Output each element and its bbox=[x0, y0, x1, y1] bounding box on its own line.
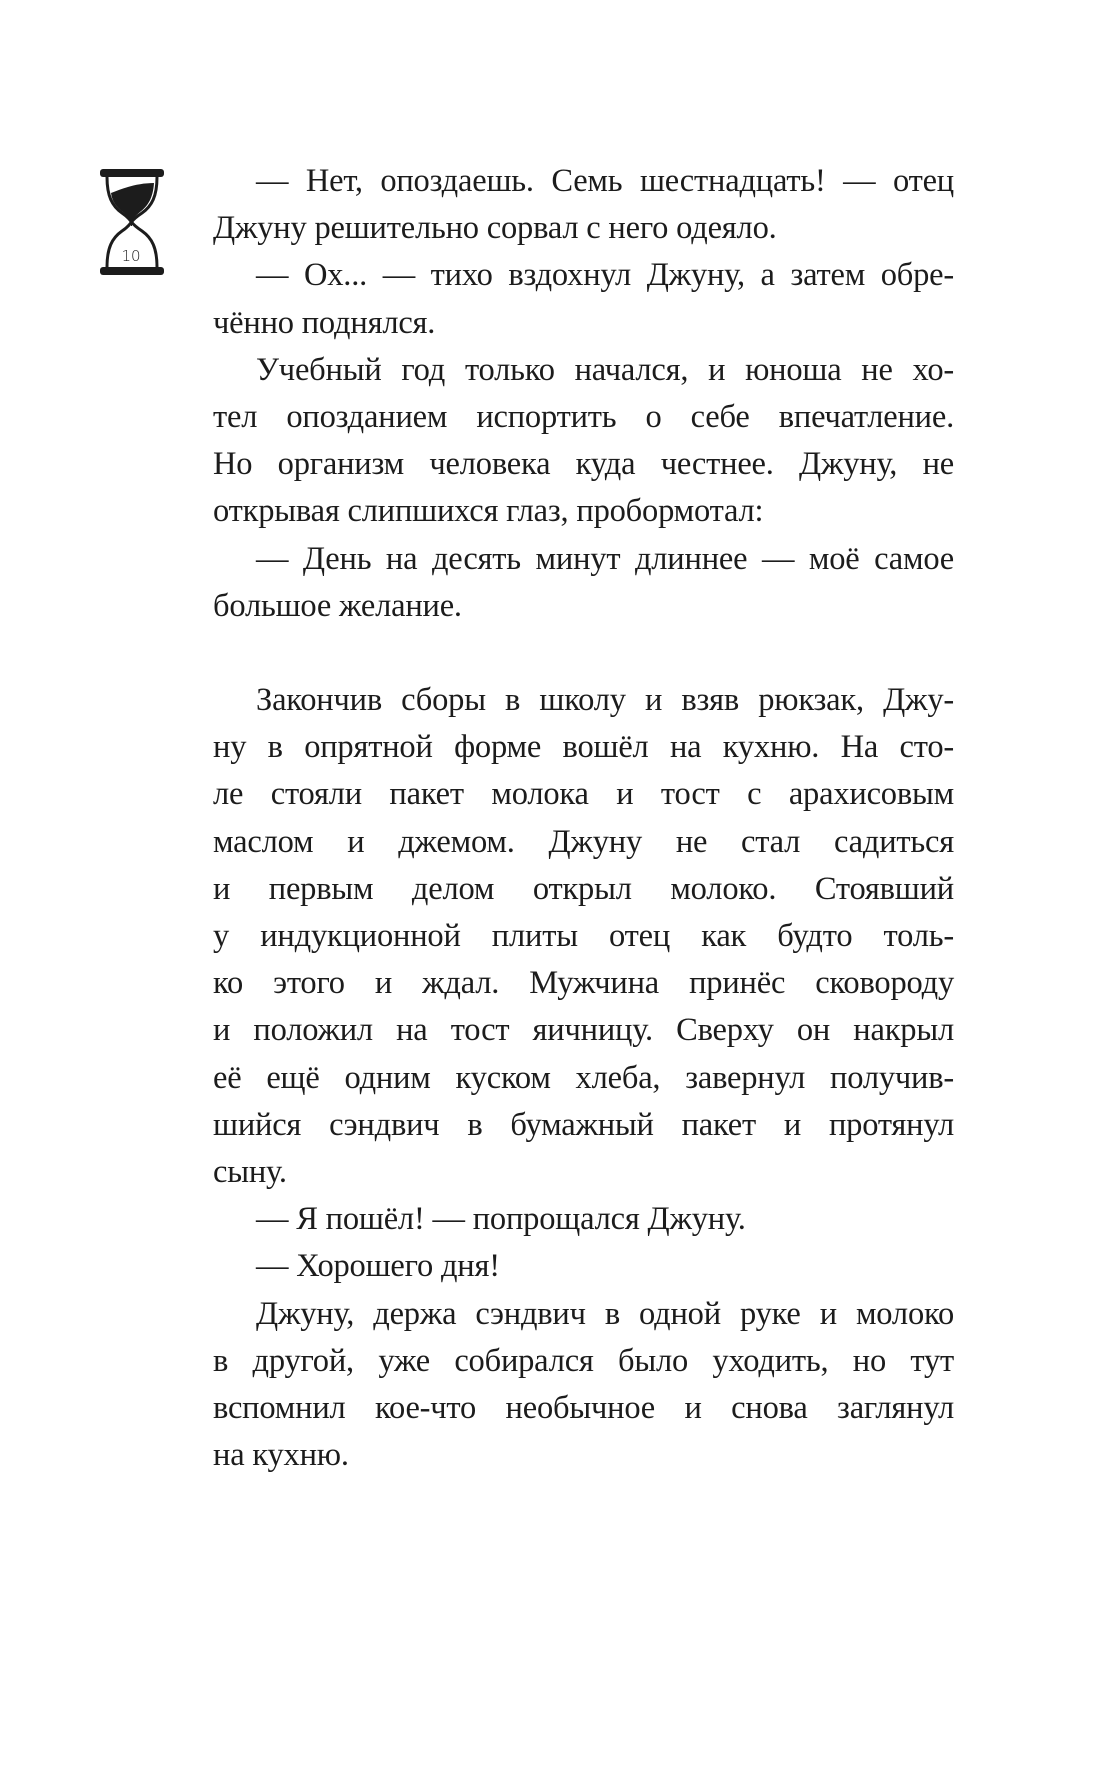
line-text: Джуну, держа сэндвич в одной руке и молоко bbox=[256, 1295, 954, 1332]
text-line bbox=[213, 1243, 954, 1290]
text-line bbox=[213, 488, 954, 535]
line-text: — Ох... — тихо вздохнул Джуну, а затем обре- bbox=[256, 257, 954, 294]
line-text: сыну. bbox=[213, 1153, 287, 1190]
text-line bbox=[213, 913, 954, 960]
line-text: и первым делом открыл молоко. Стоявший bbox=[213, 870, 954, 907]
line-text: — Нет, опоздаешь. Семь шестнадцать! — отец bbox=[256, 163, 954, 199]
text-line bbox=[213, 1196, 954, 1243]
line-text: чённо поднялся. bbox=[213, 304, 436, 341]
text-line bbox=[213, 1338, 954, 1385]
line-text: ко этого и ждал. Мужчина принёс сковороду bbox=[213, 965, 954, 1002]
line-text: ле стояли пакет молока и тост с арахисовым bbox=[213, 776, 954, 813]
text-line bbox=[213, 677, 954, 724]
hourglass-page-number-icon bbox=[98, 166, 166, 278]
hourglass-icon bbox=[98, 166, 166, 278]
line-text: большое желание. bbox=[213, 587, 462, 624]
text-line bbox=[213, 205, 954, 252]
line-text: вспомнил кое-что необычное и снова заглянул bbox=[213, 1389, 954, 1426]
scene-break bbox=[213, 630, 954, 677]
line-text: Учебный год только начался, и юноша не хо- bbox=[256, 351, 954, 388]
text-line bbox=[213, 347, 954, 394]
text-line bbox=[213, 1102, 954, 1149]
line-text: маслом и джемом. Джуну не стал садиться bbox=[213, 823, 954, 860]
text-line bbox=[213, 1385, 954, 1432]
line-text: тел опозданием испортить о себе впечатление. bbox=[213, 398, 954, 435]
text-line bbox=[213, 960, 954, 1007]
line-text: в другой, уже собирался было уходить, но тут bbox=[213, 1342, 954, 1379]
line-text: Джуну решительно сорвал с него одеяло. bbox=[213, 210, 777, 247]
line-text: — Хорошего дня! bbox=[256, 1248, 500, 1285]
text-line bbox=[213, 394, 954, 441]
line-text: на кухню. bbox=[213, 1437, 349, 1474]
text-line bbox=[213, 866, 954, 913]
text-line bbox=[213, 1149, 954, 1196]
text-line bbox=[213, 1007, 954, 1054]
line-text: и положил на тост яичницу. Сверху он накрыл bbox=[213, 1012, 954, 1049]
line-text: открывая слипшихся глаз, пробормотал: bbox=[213, 493, 764, 530]
chapter-text bbox=[213, 158, 954, 1479]
text-line bbox=[213, 1055, 954, 1102]
text-line bbox=[213, 158, 954, 205]
page-number: 10 bbox=[121, 247, 141, 265]
text-line bbox=[213, 1432, 954, 1479]
line-text: Но организм человека куда честнее. Джуну, не bbox=[213, 446, 954, 483]
text-line bbox=[213, 536, 954, 583]
line-text: — День на десять минут длиннее — моё самое bbox=[256, 540, 954, 577]
text-line bbox=[213, 441, 954, 488]
line-text: — Я пошёл! — попрощался Джуну. bbox=[256, 1201, 746, 1238]
line-text: ну в опрятной форме вошёл на кухню. На сто- bbox=[213, 729, 954, 766]
text-line bbox=[213, 724, 954, 771]
text-line bbox=[213, 583, 954, 630]
line-text: у индукционной плиты отец как будто толь- bbox=[213, 918, 954, 954]
text-line bbox=[213, 1291, 954, 1338]
text-line bbox=[213, 252, 954, 299]
line-text: Закончив сборы в школу и взяв рюкзак, Джу- bbox=[256, 682, 954, 719]
line-text: её ещё одним куском хлеба, завернул получив- bbox=[213, 1059, 954, 1096]
line-text: шийся сэндвич в бумажный пакет и протянул bbox=[213, 1106, 954, 1143]
text-line bbox=[213, 771, 954, 818]
text-line bbox=[213, 819, 954, 866]
text-line bbox=[213, 300, 954, 347]
